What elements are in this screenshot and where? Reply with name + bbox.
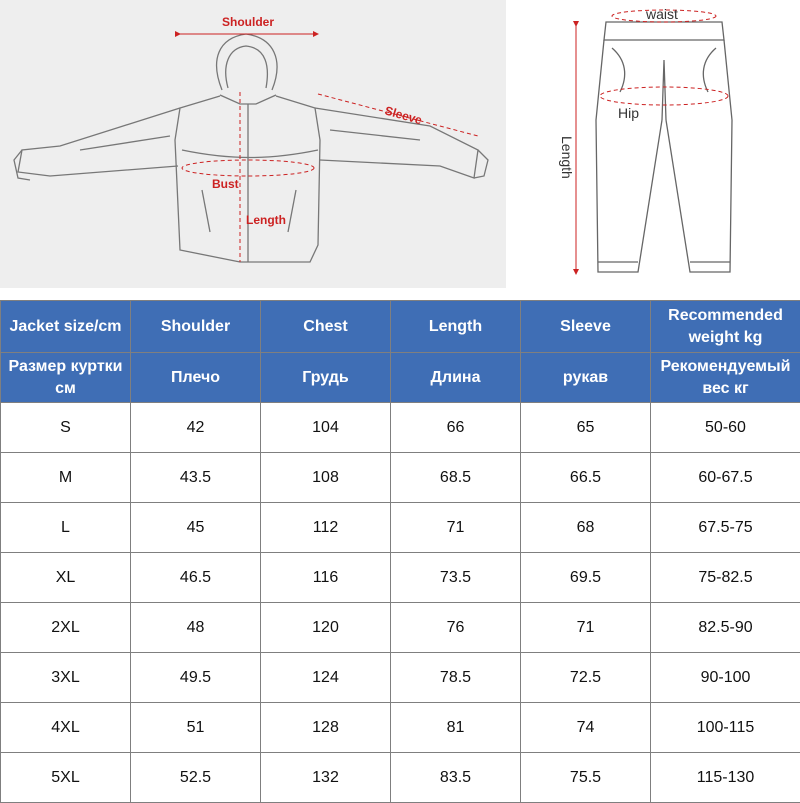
cell-weight: 82.5-90 [651, 603, 800, 653]
cell-chest: 116 [261, 553, 391, 603]
table-row [1, 503, 800, 553]
cell-length: 71 [391, 503, 521, 553]
table-row [1, 603, 800, 653]
cell-size: 4XL [1, 703, 131, 753]
cell-weight: 75-82.5 [651, 553, 800, 603]
cell-chest: 128 [261, 703, 391, 753]
cell-shoulder: 42 [131, 403, 261, 453]
cell-size: 2XL [1, 603, 131, 653]
cell-sleeve: 71 [521, 603, 651, 653]
cell-size: S [1, 403, 131, 453]
header-weight-ru: Рекомендуемый вес кг [651, 353, 800, 403]
header-chest-ru: Грудь [261, 353, 391, 403]
jacket-shoulder-label: Shoulder [222, 15, 274, 29]
pants-waist-label: waist [645, 6, 678, 22]
cell-size: XL [1, 553, 131, 603]
cell-length: 73.5 [391, 553, 521, 603]
cell-chest: 132 [261, 753, 391, 803]
cell-length: 66 [391, 403, 521, 453]
cell-shoulder: 45 [131, 503, 261, 553]
jacket-diagram [0, 0, 506, 288]
pants-drawing [540, 0, 800, 288]
cell-sleeve: 69.5 [521, 553, 651, 603]
table-row [1, 553, 800, 603]
header-size-ru: Размер куртки см [1, 353, 131, 403]
header-row-russian [1, 353, 800, 403]
cell-chest: 124 [261, 653, 391, 703]
header-sleeve-ru: рукав [521, 353, 651, 403]
table-row [1, 703, 800, 753]
cell-size: L [1, 503, 131, 553]
header-size: Jacket size/cm [1, 301, 131, 353]
cell-weight: 50-60 [651, 403, 800, 453]
size-chart-table [0, 300, 800, 803]
cell-length: 83.5 [391, 753, 521, 803]
cell-weight: 67.5-75 [651, 503, 800, 553]
header-shoulder: Shoulder [131, 301, 261, 353]
cell-sleeve: 72.5 [521, 653, 651, 703]
cell-length: 76 [391, 603, 521, 653]
cell-weight: 90-100 [651, 653, 800, 703]
cell-sleeve: 75.5 [521, 753, 651, 803]
cell-chest: 104 [261, 403, 391, 453]
cell-shoulder: 46.5 [131, 553, 261, 603]
header-weight: Recommended weight kg [651, 301, 800, 353]
jacket-sleeve-label: Sleeve [383, 103, 424, 127]
cell-length: 81 [391, 703, 521, 753]
cell-sleeve: 66.5 [521, 453, 651, 503]
pants-length-label: Length [559, 136, 575, 179]
cell-size: 5XL [1, 753, 131, 803]
table-row [1, 403, 800, 453]
pants-diagram [540, 0, 800, 288]
header-sleeve: Sleeve [521, 301, 651, 353]
header-chest: Chest [261, 301, 391, 353]
cell-shoulder: 43.5 [131, 453, 261, 503]
cell-shoulder: 48 [131, 603, 261, 653]
cell-weight: 100-115 [651, 703, 800, 753]
table-row [1, 753, 800, 803]
cell-size: M [1, 453, 131, 503]
cell-shoulder: 49.5 [131, 653, 261, 703]
cell-sleeve: 74 [521, 703, 651, 753]
illustration-area [0, 0, 800, 292]
cell-sleeve: 68 [521, 503, 651, 553]
header-shoulder-ru: Плечо [131, 353, 261, 403]
cell-length: 78.5 [391, 653, 521, 703]
cell-weight: 60-67.5 [651, 453, 800, 503]
cell-chest: 112 [261, 503, 391, 553]
cell-chest: 108 [261, 453, 391, 503]
jacket-bust-label: Bust [212, 177, 239, 191]
cell-chest: 120 [261, 603, 391, 653]
cell-shoulder: 51 [131, 703, 261, 753]
cell-length: 68.5 [391, 453, 521, 503]
table-row [1, 653, 800, 703]
table-row [1, 453, 800, 503]
header-length: Length [391, 301, 521, 353]
pants-hip-label: Hip [618, 105, 639, 121]
cell-shoulder: 52.5 [131, 753, 261, 803]
header-row-english [1, 301, 800, 353]
jacket-drawing [0, 0, 506, 288]
jacket-length-label: Length [246, 213, 286, 227]
cell-weight: 115-130 [651, 753, 800, 803]
cell-sleeve: 65 [521, 403, 651, 453]
cell-size: 3XL [1, 653, 131, 703]
header-length-ru: Длина [391, 353, 521, 403]
